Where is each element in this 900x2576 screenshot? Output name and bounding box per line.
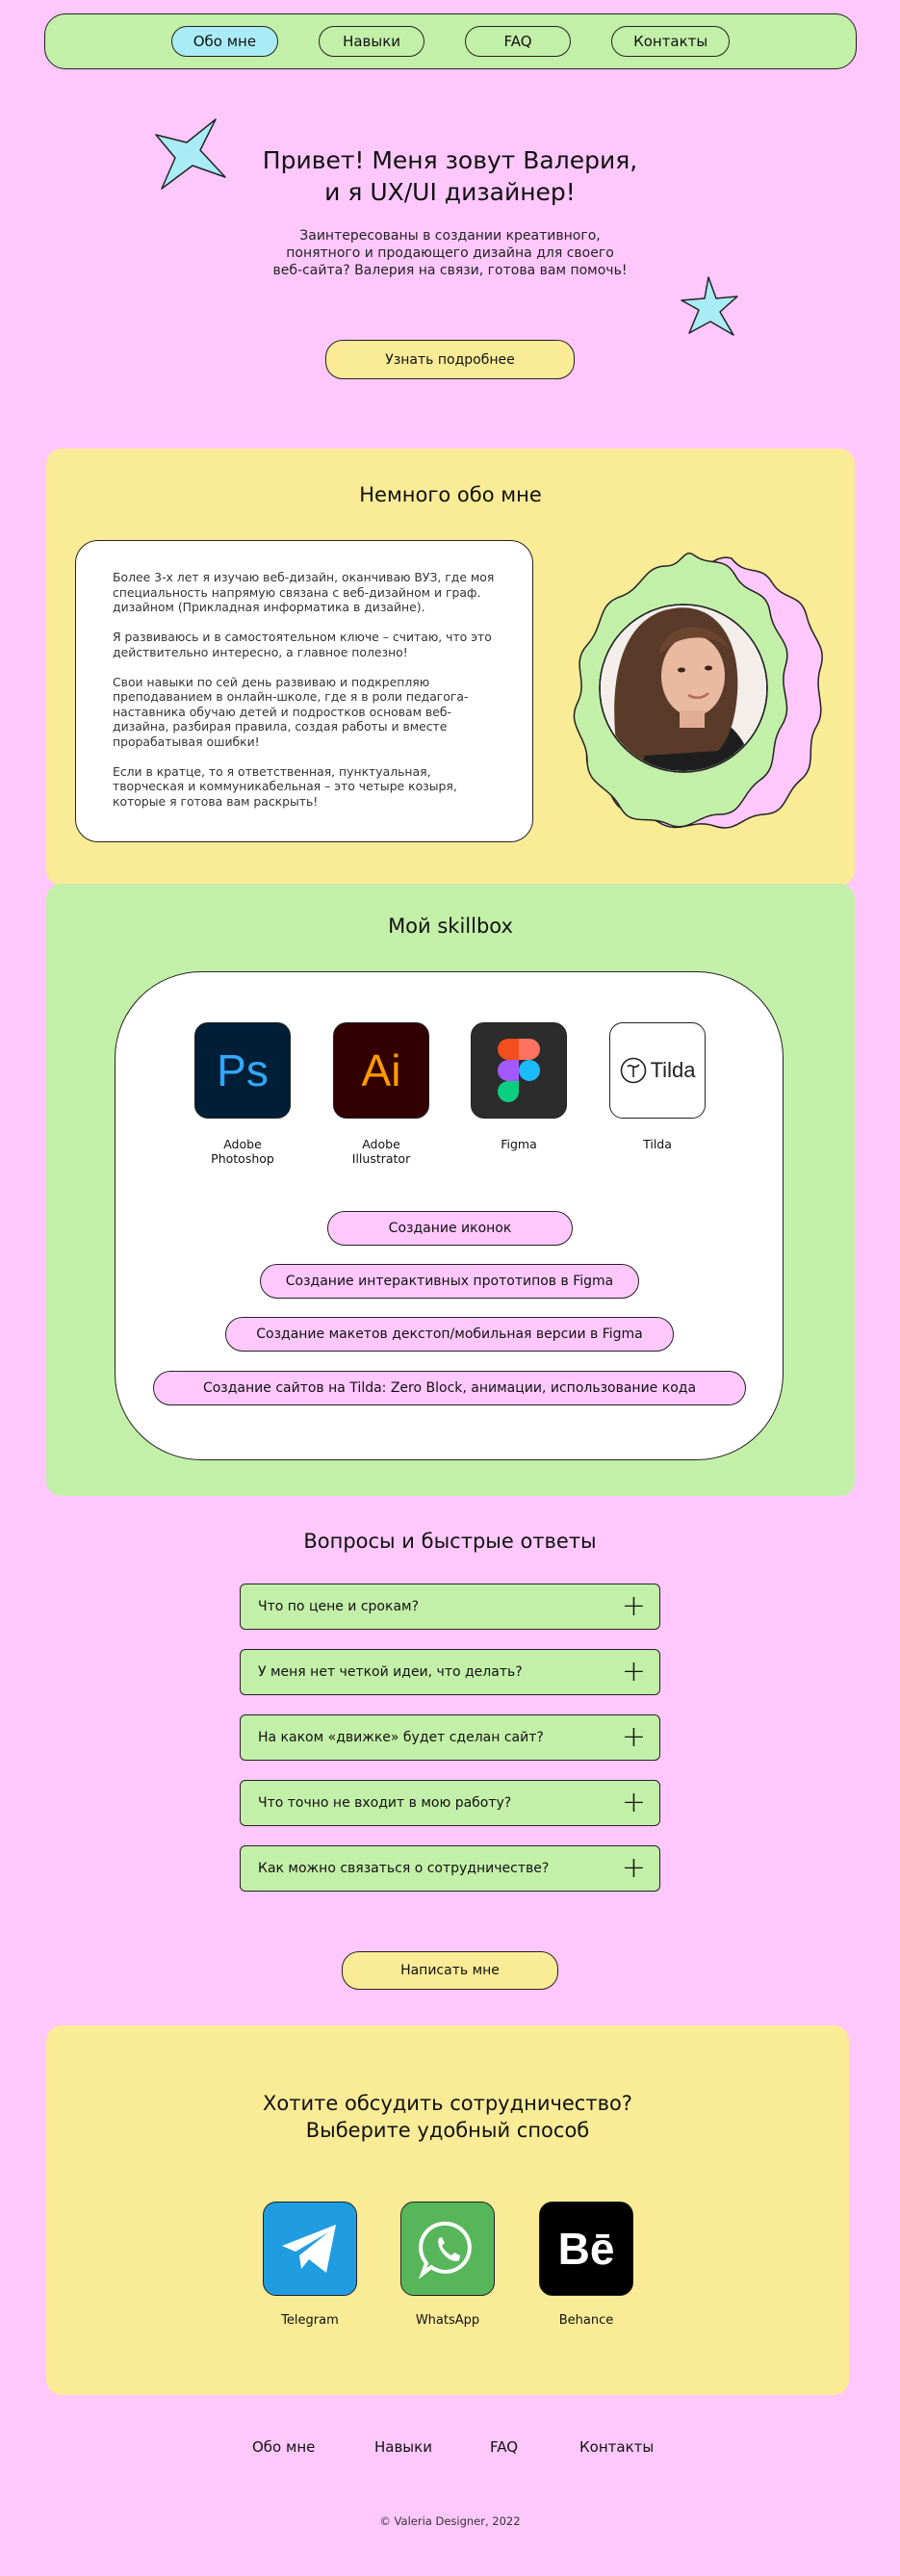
social-label: Telegram [281, 2313, 339, 2328]
skill-pill: Создание сайтов на Tilda: Zero Block, анимации, использование кода [153, 1371, 746, 1405]
star-decoration-icon [680, 273, 741, 343]
footer-link-contacts[interactable]: Контакты [579, 2438, 655, 2456]
top-nav [44, 13, 857, 69]
whatsapp-icon[interactable] [400, 2202, 495, 2296]
about-paragraph: Более 3-х лет я изучаю веб-дизайн, оканчиваю ВУЗ, где моя специальность напрямую связана с веб-дизайном и граф. дизайном (Прикладная информатика в дизайне). [113, 570, 495, 614]
figma-icon [471, 1022, 567, 1119]
nav-skills-button[interactable]: Навыки [319, 26, 424, 57]
nav-about-button[interactable]: Обо мне [171, 26, 278, 57]
footer-link-faq[interactable]: FAQ [490, 2438, 519, 2456]
about-card [75, 540, 533, 842]
about-paragraph: Если в кратце, то я ответственная, пунктуальная, творческая и коммуникабельная – это четыре козыря, которые я готова вам раскрыть! [113, 763, 457, 809]
nav-faq-button[interactable]: FAQ [465, 26, 571, 57]
faq-item[interactable]: Что по цене и срокам? + [240, 1584, 660, 1630]
faq-item[interactable]: У меня нет четкой идеи, что делать? + [240, 1649, 660, 1695]
hero-title: Привет! Меня зовут Валерия, и я UX/UI дизайнер! [262, 146, 638, 206]
tilda-icon: Tilda [609, 1022, 706, 1119]
copyright: © Valeria Designer, 2022 [379, 2514, 521, 2528]
whatsapp-logo-icon [418, 2219, 477, 2279]
write-me-button[interactable]: Написать мне [342, 1951, 558, 1990]
footer-link-skills[interactable]: Навыки [374, 2438, 432, 2456]
faq-item[interactable]: На каком «движке» будет сделан сайт? + [240, 1714, 660, 1761]
tilda-logo-icon [620, 1057, 647, 1084]
plus-icon[interactable]: + [621, 1589, 646, 1623]
social-label: Behance [558, 2313, 614, 2328]
about-paragraph: Свои навыки по сей день развиваю и подкрепляю преподаванием в онлайн-школе, где я в роли педагога-наставника обучаю детей и подростков основам веб-дизайна, разбирая правила, создая работы и вместе прорабатывая ошибки! [113, 674, 469, 749]
tool-label: Figma [501, 1137, 537, 1151]
skills-title: Мой skillbox [388, 914, 513, 938]
illustrator-icon: Ai [333, 1022, 429, 1119]
about-title: Немного обо мне [359, 483, 542, 506]
portrait-photo [549, 549, 828, 837]
plus-icon[interactable]: + [621, 1851, 646, 1885]
plus-icon[interactable]: + [621, 1655, 646, 1688]
contact-title: Хотите обсудить сотрудничество? Выберите удобный способ [263, 2092, 632, 2142]
tool-label: Adobe Illustrator [351, 1137, 411, 1166]
footer-link-about[interactable]: Обо мне [252, 2438, 316, 2456]
hero-subtitle: Заинтересованы в создании креативного, понятного и продающего дизайна для своего веб-сайта? Валерия на связи, готова вам помочь! [272, 228, 628, 278]
telegram-icon[interactable] [263, 2202, 357, 2296]
skill-pill: Создание макетов декстоп/мобильная версии в Figma [225, 1317, 674, 1352]
nav-contacts-button[interactable]: Контакты [611, 26, 730, 57]
learn-more-button[interactable]: Узнать подробнее [325, 340, 575, 379]
photoshop-icon: Ps [194, 1022, 291, 1119]
plus-icon[interactable]: + [621, 1786, 646, 1819]
figma-logo-icon [498, 1039, 540, 1102]
social-label: WhatsApp [415, 2313, 480, 2328]
faq-item[interactable]: Как можно связаться о сотрудничестве? + [240, 1845, 660, 1892]
about-paragraph: Я развиваюсь и в самостоятельном ключе – считаю, что это действительно интересно, а главное полезно! [113, 630, 492, 659]
skill-pill: Создание иконок [327, 1211, 573, 1246]
behance-icon[interactable]: Bē [539, 2202, 633, 2296]
tool-label: Tilda [643, 1137, 672, 1151]
skill-pill: Создание интерактивных прототипов в Figma [260, 1264, 639, 1299]
faq-item[interactable]: Что точно не входит в мою работу? + [240, 1780, 660, 1826]
faq-title: Вопросы и быстрые ответы [303, 1530, 597, 1553]
plus-icon[interactable]: + [621, 1720, 646, 1754]
star-decoration-icon [154, 116, 231, 196]
tool-label: Adobe Photoshop [211, 1137, 274, 1166]
telegram-plane-icon [280, 2223, 340, 2275]
